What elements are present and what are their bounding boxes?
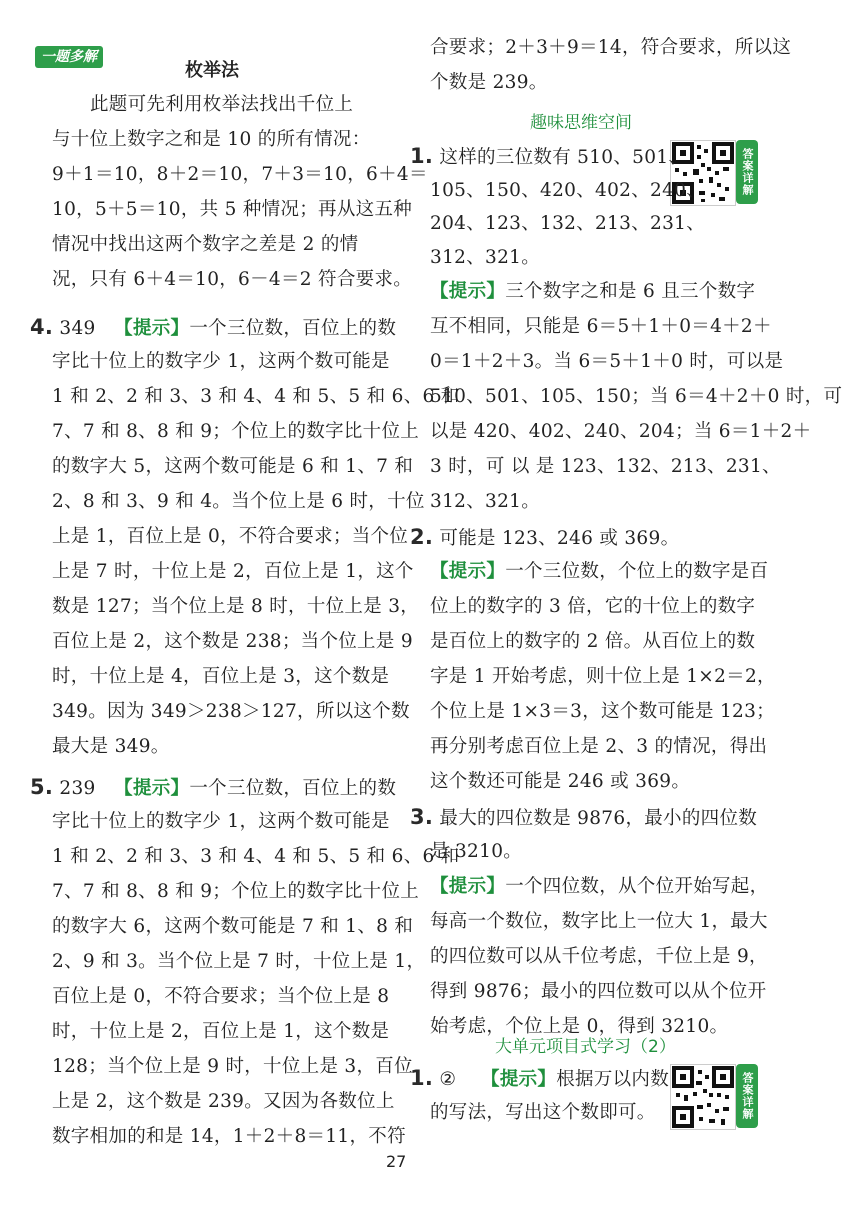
hint-text: 三个数字之和是 6 且三个数字 <box>505 281 756 302</box>
answer: 349 <box>59 318 96 339</box>
text-line: 105、150、420、402、240、 <box>430 180 706 201</box>
text-line: 10，5＋5＝10，共 5 种情况；再从这五种 <box>52 199 413 220</box>
text-line: 合要求；2＋3＋9＝14，符合要求，所以这 <box>430 37 792 58</box>
hint-label: 【提示】 <box>430 281 506 302</box>
question-number: 2. <box>410 525 434 549</box>
text-line: 上是 1，百位上是 0，不符合要求；当个位 <box>52 526 409 547</box>
text-line: 互不相同，只能是 6＝5＋1＋0＝4＋2＋ <box>430 316 772 337</box>
text-line: 个位上是 1×3＝3，这个数可能是 123； <box>430 701 775 722</box>
text-line: 204、123、132、213、231、 <box>430 213 706 234</box>
text-line: 9＋1＝10，8＋2＝10，7＋3＝10，6＋4＝ <box>52 164 428 185</box>
text-line: 0＝1＋2＋3。当 6＝5＋1＋0 时，可以是 <box>430 351 784 372</box>
hint-label: 【提示】 <box>114 778 190 799</box>
qr-code-answer-2[interactable] <box>670 1064 758 1128</box>
answer-text: 可能是 123、246 或 369。 <box>439 528 680 549</box>
text-line: 最大是 349。 <box>52 736 170 757</box>
text-line: 的四位数可以从千位考虑，千位上是 9， <box>430 946 768 967</box>
text-line: 始考虑，个位上是 0，得到 3210。 <box>430 1016 729 1037</box>
text-line: 时，十位上是 4，百位上是 3，这个数是 <box>52 666 390 687</box>
text-line: 每高一个数位，数字比上一位大 1，最大 <box>430 911 768 932</box>
text-line: 是 3210。 <box>430 841 523 862</box>
text-line: 128；当个位上是 9 时，十位上是 3，百位 <box>52 1056 413 1077</box>
one-problem-many-solutions-badge: 一题多解 <box>35 46 103 68</box>
text-line: 1 和 2、2 和 3、3 和 4、4 和 5、5 和 6、6 和 <box>52 846 460 867</box>
text-line: 再分别考虑百位上是 2、3 的情况，得出 <box>430 736 768 757</box>
answer-text: 这样的三位数有 510、501、 <box>439 147 688 168</box>
text-line: 是百位上的数字的 2 倍。从百位上的数 <box>430 631 756 652</box>
method-title: 枚举法 <box>185 60 239 81</box>
text-line: 字是 1 开始考虑，则十位上是 1×2＝2， <box>430 666 776 687</box>
text-line: 的数字大 5，这两个数可能是 6 和 1、7 和 <box>52 456 414 477</box>
text-line: 数字相加的和是 14，1＋2＋8＝11，不符 <box>52 1126 406 1147</box>
text-line: 1 和 2、2 和 3、3 和 4、4 和 5、5 和 6、6 和 <box>52 386 460 407</box>
text-line: 字比十位上的数字少 1，这两个数可能是 <box>52 351 390 372</box>
text-line: 7、7 和 8、8 和 9；个位上的数字比十位上 <box>52 881 420 902</box>
hint-label: 【提示】 <box>114 318 190 339</box>
text-line: 位上的数字的 3 倍，它的十位上的数字 <box>430 596 756 617</box>
question-number: 1. <box>410 144 434 168</box>
hint-text: 一个三位数，个位上的数字是百 <box>505 561 769 582</box>
text-line: 2、8 和 3、9 和 4。当个位上是 6 时，十位 <box>52 491 425 512</box>
hint-text: 一个三位数，百位上的数 <box>189 778 397 799</box>
text-line: 的写法，写出这个数即可。 <box>430 1102 656 1123</box>
hint-label: 【提示】 <box>430 876 506 897</box>
text-line: 312、321。 <box>430 491 541 512</box>
text-line: 得到 9876；最小的四位数可以从个位开 <box>430 981 767 1002</box>
text-line: 510、501、105、150；当 6＝4＋2＋0 时，可 <box>430 386 842 407</box>
hint-label: 【提示】 <box>481 1069 557 1090</box>
text-line: 2、9 和 3。当个位上是 7 时，十位上是 1， <box>52 951 426 972</box>
text-line: 3 时，可 以 是 123、132、213、231、 <box>430 456 781 477</box>
text-line: 时，十位上是 2，百位上是 1，这个数是 <box>52 1021 390 1042</box>
text-line: 情况中找出这两个数字之差是 2 的情 <box>52 234 359 255</box>
text-line: 百位上是 0，不符合要求；当个位上是 8 <box>52 986 390 1007</box>
answer-detail-tab: 答案详解 <box>736 1064 758 1128</box>
text-line: 上是 2，这个数是 239。又因为各数位上 <box>52 1091 395 1112</box>
answer-text: 最大的四位数是 9876，最小的四位数 <box>439 808 758 829</box>
text-line: 312、321。 <box>430 247 541 268</box>
answer: ② <box>439 1069 457 1090</box>
answer: 239 <box>59 778 96 799</box>
text-line: 个数是 239。 <box>430 72 548 93</box>
page-number: 27 <box>386 1152 407 1171</box>
text-line: 上是 7 时，十位上是 2，百位上是 1，这个 <box>52 561 414 582</box>
text-line: 以是 420、402、240、204；当 6＝1＋2＋ <box>430 421 812 442</box>
qr-code-icon <box>670 1064 736 1130</box>
text-line: 的数字大 6，这两个数可能是 7 和 1、8 和 <box>52 916 414 937</box>
answer-detail-tab: 答案详解 <box>736 140 758 204</box>
text-line: 况，只有 6＋4＝10，6－4＝2 符合要求。 <box>52 269 413 290</box>
question-number: 4. <box>30 315 54 339</box>
section-title-project-learning: 大单元项目式学习（2） <box>495 1037 676 1057</box>
text-line: 百位上是 2，这个数是 238；当个位上是 9 <box>52 631 413 652</box>
hint-text: 根据万以内数 <box>556 1069 670 1090</box>
question-number: 1. <box>410 1066 434 1090</box>
hint-text: 一个四位数，从个位开始写起， <box>505 876 769 897</box>
text-line: 与十位上数字之和是 10 的所有情况： <box>52 129 371 150</box>
text-line: 字比十位上的数字少 1，这两个数可能是 <box>52 811 390 832</box>
question-number: 5. <box>30 775 54 799</box>
hint-label: 【提示】 <box>430 561 506 582</box>
section-title-fun-thinking: 趣味思维空间 <box>530 113 632 133</box>
text-line: 349。因为 349＞238＞127，所以这个数 <box>52 701 410 722</box>
text-line: 7、7 和 8、8 和 9；个位上的数字比十位上 <box>52 421 420 442</box>
text-line: 数是 127；当个位上是 8 时，十位上是 3， <box>52 596 420 617</box>
question-number: 3. <box>410 805 434 829</box>
hint-text: 一个三位数，百位上的数 <box>189 318 397 339</box>
text-line: 这个数还可能是 246 或 369。 <box>430 771 691 792</box>
text-line: 此题可先利用枚举法找出千位上 <box>90 94 354 115</box>
